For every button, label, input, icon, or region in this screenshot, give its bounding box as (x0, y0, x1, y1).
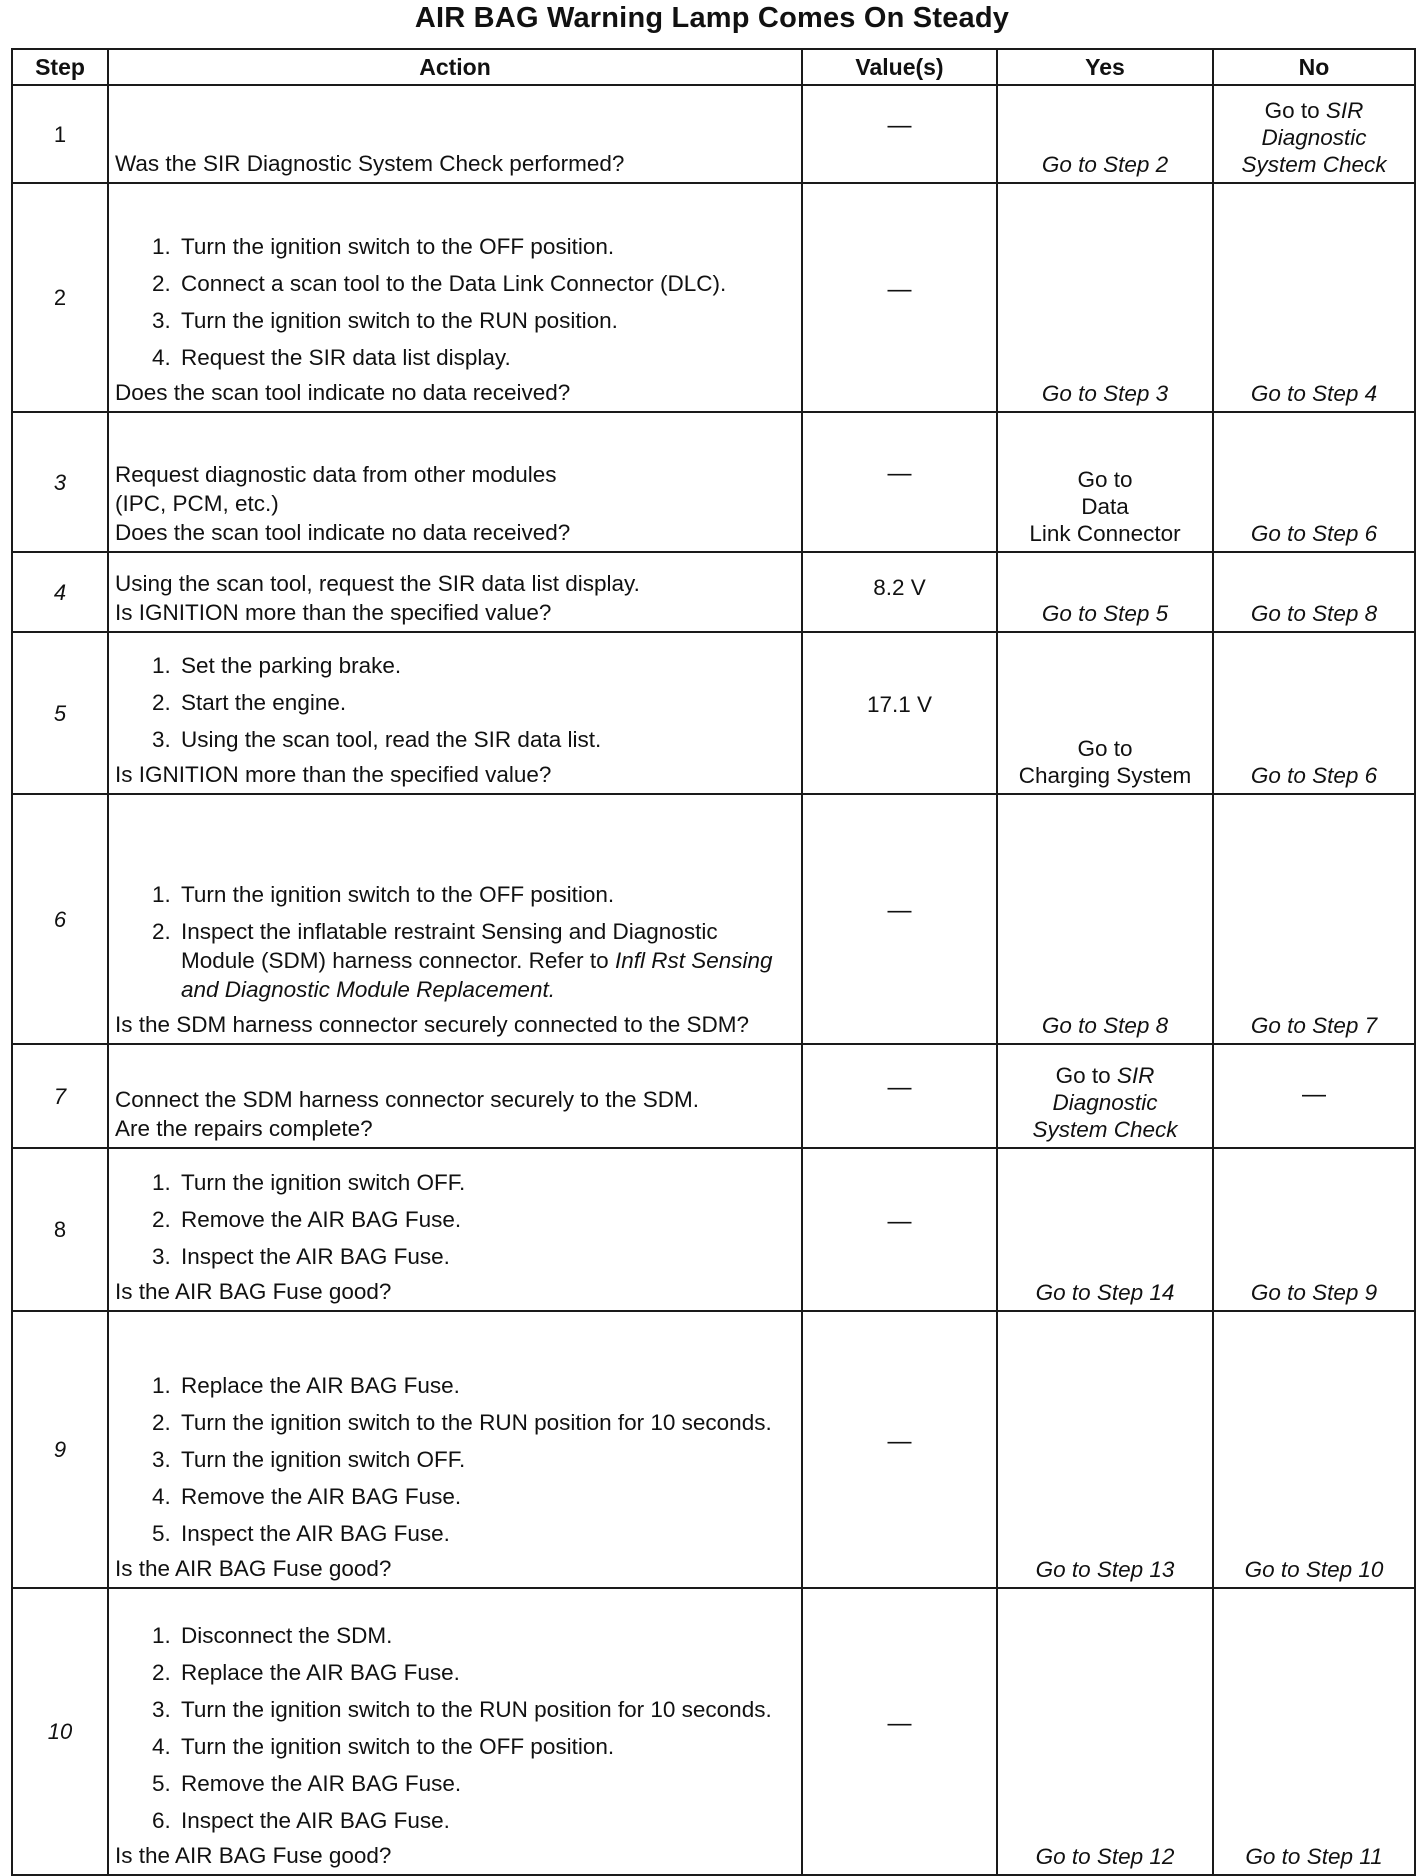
goto-step-link[interactable]: Go to Step 6 (1250, 763, 1378, 788)
value-text: — (887, 460, 912, 487)
action-cell (108, 1044, 802, 1148)
table-row (12, 794, 1415, 1044)
goto-step-link[interactable]: Go to Step 2 (1041, 152, 1169, 177)
yes-cell (997, 183, 1213, 412)
value-text: — (887, 276, 912, 303)
value-cell (802, 794, 997, 1044)
yes-cell (997, 632, 1213, 794)
action-step: 4. Remove the AIR BAG Fuse. (177, 1482, 795, 1511)
goto-step-link[interactable]: Go to Step 3 (1041, 381, 1169, 406)
action-step: 4. Request the SIR data list display. (177, 343, 795, 372)
step-number: 1 (12, 85, 108, 183)
action-step: 1. Replace the AIR BAG Fuse. (177, 1371, 795, 1400)
step-number: 4 (12, 552, 108, 632)
value-text: — (887, 897, 912, 924)
yes-cell (997, 552, 1213, 632)
action-steps-list (115, 880, 795, 1004)
action-steps-list (115, 232, 795, 372)
no-cell (1213, 1044, 1415, 1148)
action-cell (108, 1311, 802, 1588)
goto-reference[interactable]: Go to SIR (1264, 98, 1364, 123)
goto-step-link[interactable]: Go to Step 12 (1035, 1844, 1175, 1869)
action-text: Request diagnostic data from other modules (115, 462, 557, 487)
yes-cell (997, 1588, 1213, 1875)
action-cell (108, 412, 802, 552)
action-step: 2. Inspect the inflatable restraint Sensing and Diagnostic Module (SDM) harness connector. Refer to Infl Rst Sensing and Diagnostic Module Replacement. (177, 917, 795, 1004)
value-cell (802, 552, 997, 632)
goto-reference[interactable]: Go to SIR (1055, 1063, 1155, 1088)
action-step: 6. Inspect the AIR BAG Fuse. (177, 1806, 795, 1835)
goto-step-link[interactable]: Go to Step 5 (1041, 601, 1169, 626)
action-question: Is the SDM harness connector securely connected to the SDM? (115, 1012, 750, 1037)
goto-step-link[interactable]: Go to Step 8 (1250, 601, 1378, 626)
step-number: 6 (12, 794, 108, 1044)
action-step: 2. Start the engine. (177, 688, 795, 717)
header-yes: Yes (997, 49, 1213, 85)
action-step: 2. Connect a scan tool to the Data Link Connector (DLC). (177, 269, 795, 298)
no-cell (1213, 632, 1415, 794)
value-text: — (887, 1428, 912, 1455)
action-step: 3. Turn the ignition switch OFF. (177, 1445, 795, 1474)
step-number: 10 (12, 1588, 108, 1875)
action-step: 3. Using the scan tool, read the SIR data list. (177, 725, 795, 754)
yes-cell (997, 1044, 1213, 1148)
goto-step-link[interactable]: Go to Step 6 (1250, 521, 1378, 546)
value-text: — (887, 1074, 912, 1101)
goto-reference[interactable]: Charging System (1018, 763, 1192, 788)
value-text: 17.1 V (866, 692, 933, 717)
action-question: Does the scan tool indicate no data received? (115, 380, 571, 405)
step-number: 2 (12, 183, 108, 412)
table-row (12, 552, 1415, 632)
header-no: No (1213, 49, 1415, 85)
action-question: Was the SIR Diagnostic System Check performed? (115, 151, 625, 176)
goto-reference[interactable]: System Check (1032, 1117, 1178, 1142)
goto-reference[interactable]: Data (1081, 494, 1129, 519)
action-question: Is IGNITION more than the specified value? (115, 600, 552, 625)
action-step: 3. Turn the ignition switch to the RUN position. (177, 306, 795, 335)
step-number: 3 (12, 412, 108, 552)
action-cell (108, 183, 802, 412)
table-row (12, 632, 1415, 794)
action-step: 4. Turn the ignition switch to the OFF position. (177, 1732, 795, 1761)
action-step: 1. Disconnect the SDM. (177, 1621, 795, 1650)
goto-step-link[interactable]: Go to Step 11 (1245, 1844, 1383, 1869)
value-cell (802, 1588, 997, 1875)
action-steps-list (115, 1621, 795, 1835)
header-action: Action (108, 49, 802, 85)
action-steps-list (115, 651, 795, 754)
value-text: — (887, 112, 912, 139)
value-text: — (887, 1710, 912, 1737)
value-cell (802, 632, 997, 794)
action-step: 1. Turn the ignition switch to the OFF position. (177, 880, 795, 909)
step-number: 5 (12, 632, 108, 794)
action-step: 5. Inspect the AIR BAG Fuse. (177, 1519, 795, 1548)
no-cell (1213, 1588, 1415, 1875)
action-text: (IPC, PCM, etc.) (115, 491, 279, 516)
action-steps-list (115, 1371, 795, 1548)
step-number: 8 (12, 1148, 108, 1311)
goto-reference[interactable]: Go to (1077, 467, 1133, 492)
value-cell (802, 183, 997, 412)
action-cell (108, 632, 802, 794)
yes-cell (997, 1311, 1213, 1588)
action-question: Does the scan tool indicate no data received? (115, 520, 571, 545)
yes-cell (997, 794, 1213, 1044)
action-text: Connect the SDM harness connector securely to the SDM. (115, 1087, 700, 1112)
page-title: AIR BAG Warning Lamp Comes On Steady (414, 2, 1010, 34)
goto-step-link[interactable]: Go to Step 14 (1035, 1280, 1175, 1305)
table-row (12, 85, 1415, 183)
action-question: Is the AIR BAG Fuse good? (115, 1843, 392, 1868)
action-cell (108, 85, 802, 183)
yes-cell (997, 1148, 1213, 1311)
table-row (12, 1588, 1415, 1875)
table-row (12, 1311, 1415, 1588)
step-number: 9 (12, 1311, 108, 1588)
value-cell (802, 412, 997, 552)
value-cell (802, 1311, 997, 1588)
action-step: 3. Inspect the AIR BAG Fuse. (177, 1242, 795, 1271)
action-question: Is IGNITION more than the specified value? (115, 762, 552, 787)
goto-reference[interactable]: System Check (1241, 152, 1387, 177)
value-text: 8.2 V (873, 575, 926, 600)
no-cell (1213, 183, 1415, 412)
table-row (12, 1044, 1415, 1148)
action-step: 1. Turn the ignition switch OFF. (177, 1168, 795, 1197)
action-question: Are the repairs complete? (115, 1116, 373, 1141)
yes-cell (997, 412, 1213, 552)
value-cell (802, 1148, 997, 1311)
no-cell (1213, 85, 1415, 183)
action-step: 1. Turn the ignition switch to the OFF position. (177, 232, 795, 261)
goto-step-link[interactable]: Go to Step 8 (1041, 1013, 1169, 1038)
action-question: Is the AIR BAG Fuse good? (115, 1556, 392, 1581)
action-step: 2. Remove the AIR BAG Fuse. (177, 1205, 795, 1234)
action-step: 1. Set the parking brake. (177, 651, 795, 680)
action-cell (108, 552, 802, 632)
goto-step-link[interactable]: Go to Step 4 (1250, 381, 1378, 406)
action-step: 3. Turn the ignition switch to the RUN position for 10 seconds. (177, 1695, 795, 1724)
action-steps-list (115, 1168, 795, 1271)
goto-reference[interactable]: Link Connector (1029, 521, 1181, 546)
table-row (12, 412, 1415, 552)
no-cell (1213, 1311, 1415, 1588)
action-text: Using the scan tool, request the SIR data list display. (115, 571, 640, 596)
action-cell (108, 1148, 802, 1311)
value-cell (802, 1044, 997, 1148)
no-cell (1213, 1148, 1415, 1311)
action-step: 2. Replace the AIR BAG Fuse. (177, 1658, 795, 1687)
value-cell (802, 85, 997, 183)
value-text: — (887, 1208, 912, 1235)
action-step: 2. Turn the ignition switch to the RUN position for 10 seconds. (177, 1408, 795, 1437)
goto-reference[interactable]: Diagnostic (1052, 1090, 1158, 1115)
header-row (12, 49, 1415, 85)
goto-step-link[interactable]: Go to Step 13 (1035, 1557, 1175, 1582)
no-cell (1213, 412, 1415, 552)
header-values: Value(s) (802, 49, 997, 85)
action-cell (108, 1588, 802, 1875)
goto-step-link[interactable]: Go to Step 9 (1250, 1280, 1378, 1305)
action-step: 5. Remove the AIR BAG Fuse. (177, 1769, 795, 1798)
no-cell (1213, 552, 1415, 632)
table-row (12, 183, 1415, 412)
goto-reference[interactable]: Diagnostic (1261, 125, 1367, 150)
yes-cell (997, 85, 1213, 183)
header-step: Step (12, 49, 108, 85)
action-cell (108, 794, 802, 1044)
dash-text: — (1302, 1080, 1326, 1108)
no-cell (1213, 794, 1415, 1044)
diagnostic-table (11, 48, 1416, 1876)
table-body (12, 85, 1415, 1875)
goto-step-link[interactable]: Go to Step 10 (1244, 1557, 1384, 1582)
step-number: 7 (12, 1044, 108, 1148)
goto-step-link[interactable]: Go to Step 7 (1250, 1013, 1378, 1038)
action-question: Is the AIR BAG Fuse good? (115, 1279, 392, 1304)
goto-reference[interactable]: Go to (1077, 736, 1133, 761)
table-row (12, 1148, 1415, 1311)
